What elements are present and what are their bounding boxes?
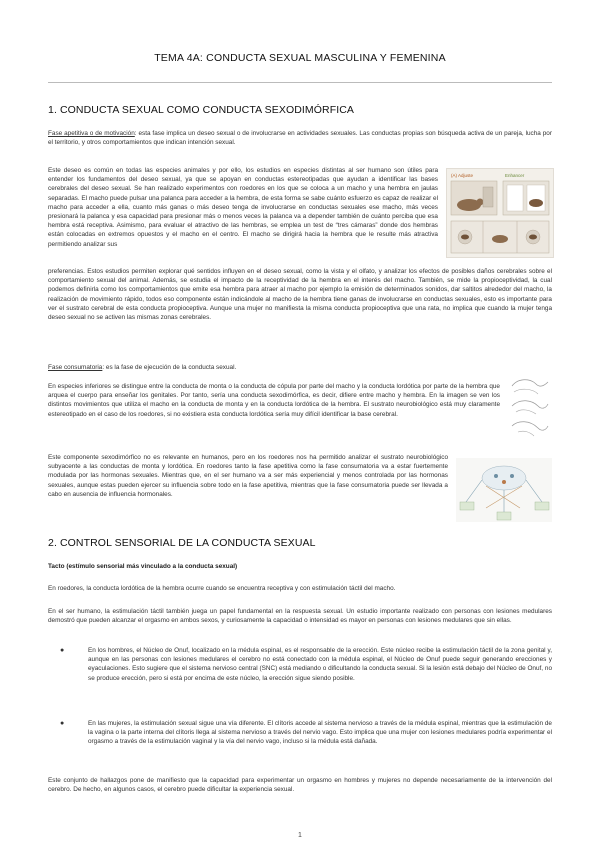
text-fase-consumatoria: : es la fase de ejecución de la conducta sexual. bbox=[102, 364, 237, 371]
lordosis-illustration bbox=[508, 372, 552, 440]
bullet-mujeres-text: En las mujeres, la estimulación sexual sigue una vía diferente. El clítoris accede al sistema nervioso a través de la médula espinal, mientras que la estimulación de la vagina o la parte interna del clítoris llega al sistema nervioso a través del nervio vago. Esto implica que una mujer con lesiones medulares podría experimentar el orgasmo a través de la estimulación vaginal y la vía del nervio vago, incluso si la médula está dañada. bbox=[88, 720, 552, 746]
rodent-experiment-figure bbox=[446, 168, 554, 258]
section2-heading: 2. CONTROL SENSORIAL DE LA CONDUCTA SEXUAL bbox=[48, 537, 316, 549]
section1-heading: 1. CONDUCTA SEXUAL COMO CONDUCTA SEXODIMÓRFICA bbox=[48, 104, 355, 116]
bullet-mujeres bbox=[60, 719, 552, 747]
section1-paragraph-consumatoria bbox=[48, 363, 552, 372]
page-title: TEMA 4A: CONDUCTA SEXUAL MASCULINA Y FEMENINA bbox=[154, 52, 446, 64]
section1-paragraph-apetitiva bbox=[48, 129, 552, 147]
section2-paragraph-ser-humano: En el ser humano, la estimulación táctil también juega un papel fundamental en la respuesta sexual. Un estudio importante realizado con personas con lesiones medulares demostró que pueden alcanzar el orgasmo en ambos sexos, y curiosamente la capacidad o intensidad es mayor en personas con lesiones medulares que sin ellas. bbox=[48, 608, 552, 625]
lordosis-figure bbox=[508, 372, 552, 440]
section1-paragraph-hormonas: Este componente sexodimórfico no es relevante en humanos, pero en los roedores nos ha permitido analizar el sustrato neurobiológico subyacente a las conductas de monta y lordótica. En roedores tanto la fase apetitiva como la fase consumatoria va a estar fuertemente modulada por las hormonas sexuales. Mientras que, en el ser humano va a ser más experiencial y menos controlada por las hormonas sexuales, aunque estas pueden ejercer su influencia sobre todo en la fase apetitiva, mientras que la fase consumatoria puede ser llevada a cabo en ausencia de influencia hormonales. bbox=[48, 454, 448, 498]
neural-pathway-figure bbox=[456, 458, 552, 522]
neural-pathway-diagram bbox=[456, 458, 552, 522]
section2-subheading-tacto: Tacto (estímulo sensorial más vinculado a la conducta sexual) bbox=[48, 563, 238, 570]
figure-label-a: (A) Adjuste bbox=[451, 173, 474, 178]
text-fase-apetitiva: : esta fase implica un deseo sexual o de involucrarse en actividades sexuales. Las conductas propias son búsqueda activa de un pareja, lucha por el territorio, y otros comportamientos que indican intención sexual. bbox=[48, 130, 552, 147]
bullet-hombres bbox=[60, 646, 552, 683]
section1-paragraph-monta-lordotica: En especies inferiores se distingue entre la conducta de monta o la conducta de cópula por parte del macho y la conducta lordótica por parte de la hembra que arquea el cuerpo para enseñar los genitales. Por tanto, sería una conducta sexodimórfica, es decir, difiere entre macho y hembra. En la imagen se ven los distintos movimientos que utiliza el macho en la conducta de monta y en la conducta lordótica de la hembra. El sustrato neurobiológico está muy claramente estereotipado en el caso de los roedores, si no existiera esta conducta lordótica sería muy difícil identificar la base cerebral. bbox=[48, 383, 500, 418]
bullet-dot: ● bbox=[60, 720, 65, 727]
section2-paragraph-roedores: En roedores, la conducta lordótica de la hembra ocurre cuando se encuentra receptiva y con estimulación táctil del macho. bbox=[48, 585, 396, 592]
figure-label-b: Enhancer bbox=[505, 173, 525, 178]
title-divider bbox=[48, 82, 552, 83]
section1-paragraph-deseo: Este deseo es común en todas las especies animales y por ello, los estudios en especies distintas al ser humano son útiles para entender los fundamentos del deseo sexual, ya que se apoyan en conductas estereotipadas que ayudan a identificar las bases cerebrales del deseo sexual. Se han realizado experimentos con roedores en los que se coloca a un macho y una hembra en jaulas separadas. El macho puede pulsar una palanca para acceder a la hembra, de esta forma se sabe cuánto esfuerzo es capaz de realizar el macho para acceder a ella, cuanto más ganas o más deseo tenga de involucrarse en conductas sexuales ese macho, más veces presionará la palanca y esa capacidad para presionar más o menos veces la palanca va a depender también de cuánto perciba que esa hembra está receptiva. Asimismo, para evaluar el atractivo de las hembras, se emplea un test de “tres cámaras” donde dos hembras están colocadas en extremos opuestos y el macho en el centro. El macho se dirigirá hacia la hembra que le resulte más atractiva permitiendo analizar sus bbox=[48, 167, 438, 248]
page-number: 1 bbox=[298, 832, 302, 839]
section2-paragraph-conclusion: Este conjunto de hallazgos pone de manifiesto que la capacidad para experimentar un orgasmo en hombres y mujeres no depende necesariamente de la intervención del cerebro. De hecho, en algunos casos, el cerebro puede dificultar la experiencia sexual. bbox=[48, 777, 552, 794]
term-fase-apetitiva: Fase apetitiva o de motivación bbox=[48, 130, 135, 137]
bullet-dot: ● bbox=[60, 647, 65, 654]
term-fase-consumatoria: Fase consumatoria bbox=[48, 364, 103, 371]
bullet-hombres-text: En los hombres, el Núcleo de Onuf, localizado en la médula espinal, es el responsable de la erección. Este núcleo recibe la estimulación táctil de la zona genital y, aunque en las personas con lesiones medulares el cerebro no está conectado con la médula espinal, el Núcleo de Onuf puede seguir generando erecciones y eyaculaciones. Esto sugiere que el sistema nervioso central (SNC) está mediando o dificultando la conducta sexual. Si la lesión está debajo del Núcleo de Onuf, no se produce erección, pero si está por encima de este núcleo, la erección sigue siendo posible. bbox=[88, 647, 552, 682]
rodent-experiment-illustration bbox=[447, 169, 553, 257]
section1-paragraph-preferencias: preferencias. Estos estudios permiten explorar qué sentidos influyen en el deseo sexual, como la vista y el olfato, y analizar los efectos de posibles daños cerebrales sobre el comportamiento sexual del animal. Además, se estudia el impacto de la receptividad de la hembra en el interés del macho. También, se mide la propioceptividad, la cual podemos definirla como los comportamientos que emite esa hembra para atraer al macho por ejemplo la emisión de determinados sonidos, dar saltitos alrededor del macho, la realización de movimiento rápido, todos eso componente están indicándole al macho de la hembra tiene ganas de involucrarse en conductas sexuales, esto es importante para ver el sustrato cerebral de esta conducta propioceptiva. Aunque una mujer no manifiesta la misma conducta propioceptiva que una rata, no implica que cuando la mujer tenga deseo sexual no se activen las mismas zonas cerebrales. bbox=[48, 268, 552, 322]
